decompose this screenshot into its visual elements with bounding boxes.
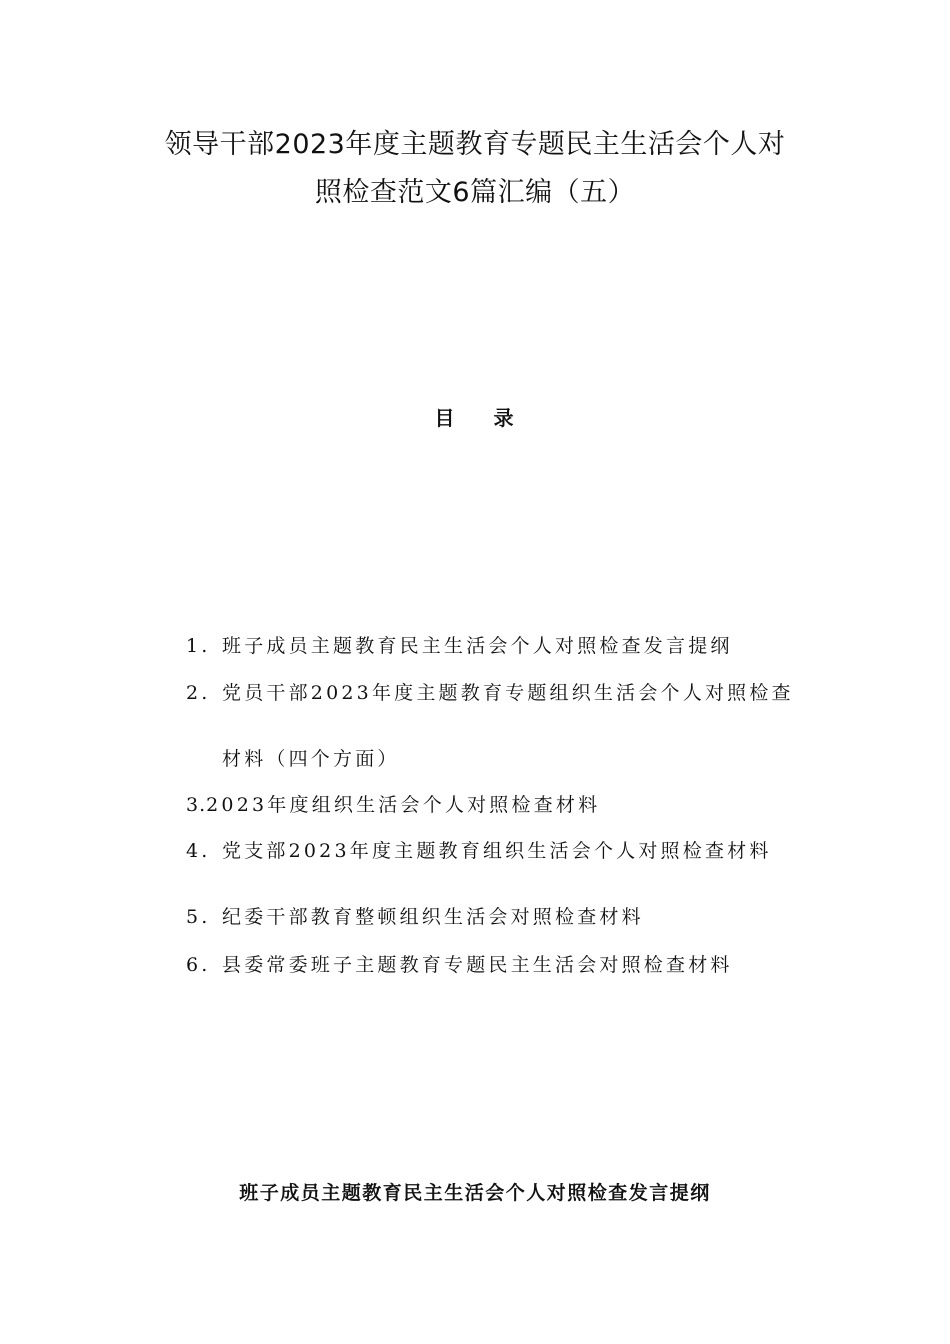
toc-item-2-continuation: 材料（四个方面）: [222, 748, 400, 770]
section-heading: 班子成员主题教育民主生活会个人对照检查发言提纲: [239, 1182, 711, 1204]
document-title-line-2: 照检查范文6篇汇编（五）: [314, 177, 636, 208]
toc-item-text: 县委常委班子主题教育专题民主生活会对照检查材料: [222, 954, 733, 976]
toc-item-number: 3.: [186, 794, 207, 816]
toc-item-text: 2023年度组织生活会个人对照检查材料: [206, 794, 601, 816]
toc-item-number: 2.: [186, 682, 211, 704]
toc-item-5: [186, 902, 644, 929]
toc-item-text: 党员干部2023年度主题教育专题组织生活会个人对照检查: [222, 682, 794, 704]
toc-item-text: 党支部2023年度主题教育组织生活会个人对照检查材料: [222, 840, 772, 862]
document-title-line-1: 领导干部2023年度主题教育专题民主生活会个人对: [164, 129, 786, 160]
toc-item-number: 1.: [186, 635, 211, 657]
toc-item-6: [186, 950, 733, 977]
toc-item-text: 班子成员主题教育民主生活会个人对照检查发言提纲: [222, 635, 733, 657]
toc-heading: 目 录: [434, 406, 516, 430]
toc-item-number: 4.: [186, 840, 211, 862]
toc-item-number: 5.: [186, 906, 211, 928]
toc-item-4: [186, 836, 772, 863]
toc-item-1: [186, 631, 733, 658]
toc-item-text: 纪委干部教育整顿组织生活会对照检查材料: [222, 906, 644, 928]
toc-item-2: [186, 678, 794, 705]
toc-item-3: [186, 790, 600, 817]
toc-item-number: 6.: [186, 954, 211, 976]
